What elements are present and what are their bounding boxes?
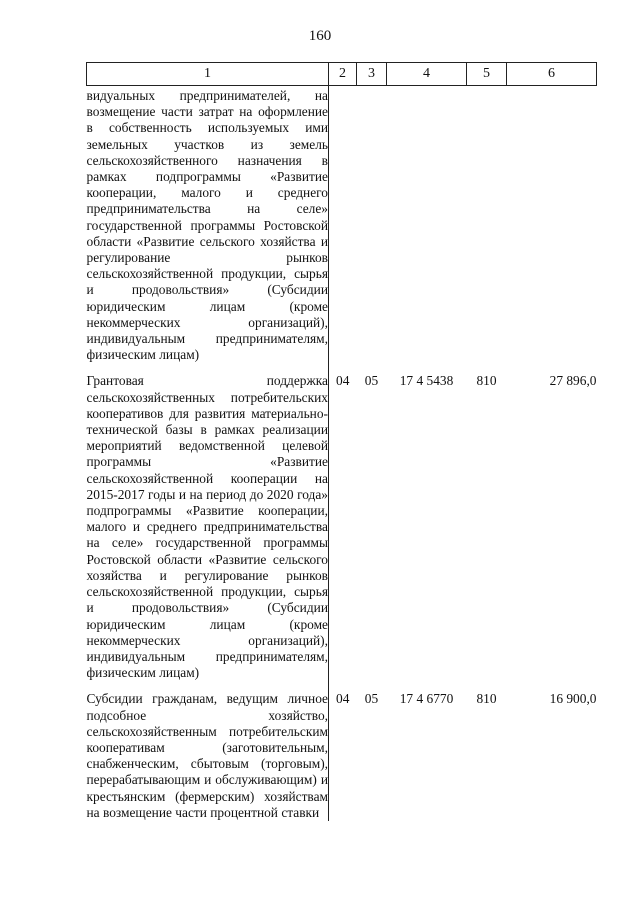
row-description: видуальных предпринимателей, на возмещение части затрат на оформление в собственность используемых ими земельных участков из земель сельскохозяйственного назначения в рамках подпрограммы «Развитие кооперации, малого и среднего предпринимательства на селе» государственной программы Ростовской области «Развитие сельского хозяйства и регулирование рынков сельскохозяйственной продукции, сырья и продовольствия» (Субсидии юридическим лицам (кроме некоммерческих организаций), индивидуальным предпринимателям, физическим лицам): [87, 86, 329, 364]
section-code: 04: [336, 691, 350, 707]
target-article-code: 17 4 6770: [399, 691, 454, 707]
column-header-6: 6: [507, 63, 597, 86]
subsection-code: 05: [364, 373, 379, 389]
target-article-code: [387, 86, 467, 364]
row-description: Субсидии гражданам, ведущим личное подсобное хозяйство, сельскохозяйственным потребительским кооперативам (заготовительным, снабженческим, сбытовым (торговым), перерабатывающим и обслуживающим) и крестьянским (фермерским) хозяйствам на возмещение части процентной ставки: [87, 681, 329, 821]
amount: 16 900,0: [549, 691, 597, 707]
table-row: [87, 363, 597, 681]
expense-type-code: 810: [476, 373, 497, 389]
table-row: [87, 86, 597, 364]
column-header-5: 5: [467, 63, 507, 86]
page-number: 160: [308, 28, 332, 44]
column-header-4: 4: [387, 63, 467, 86]
table-row: [87, 681, 597, 821]
section-code: [329, 86, 357, 364]
header-row: [87, 63, 597, 86]
section-code: 04: [336, 373, 350, 389]
column-header-1: 1: [87, 63, 329, 86]
target-article-code: 17 4 5438: [399, 373, 454, 389]
column-header-2: 2: [329, 63, 357, 86]
amount: [507, 86, 597, 364]
subsection-code: [357, 86, 387, 364]
expense-type-code: [467, 86, 507, 364]
column-header-3: 3: [357, 63, 387, 86]
subsection-code: 05: [364, 691, 379, 707]
row-description: Грантовая поддержка сельскохозяйственных потребительских кооперативов для развития материально-технической базы в рамках реализации мероприятий ведомственной целевой программы «Развитие сельскохозяйственной кооперации на 2015-2017 годы и на период до 2020 года» подпрограммы «Развитие кооперации, малого и среднего предпринимательства на селе» государственной программы Ростовской области «Развитие сельского хозяйства и регулирование рынков сельскохозяйственной продукции, сырья и продовольствия» (Субсидии юридическим лицам (кроме некоммерческих организаций), индивидуальным предпринимателям, физическим лицам): [87, 363, 329, 681]
budget-table: [86, 62, 597, 821]
expense-type-code: 810: [476, 691, 497, 707]
amount: 27 896,0: [549, 373, 597, 389]
